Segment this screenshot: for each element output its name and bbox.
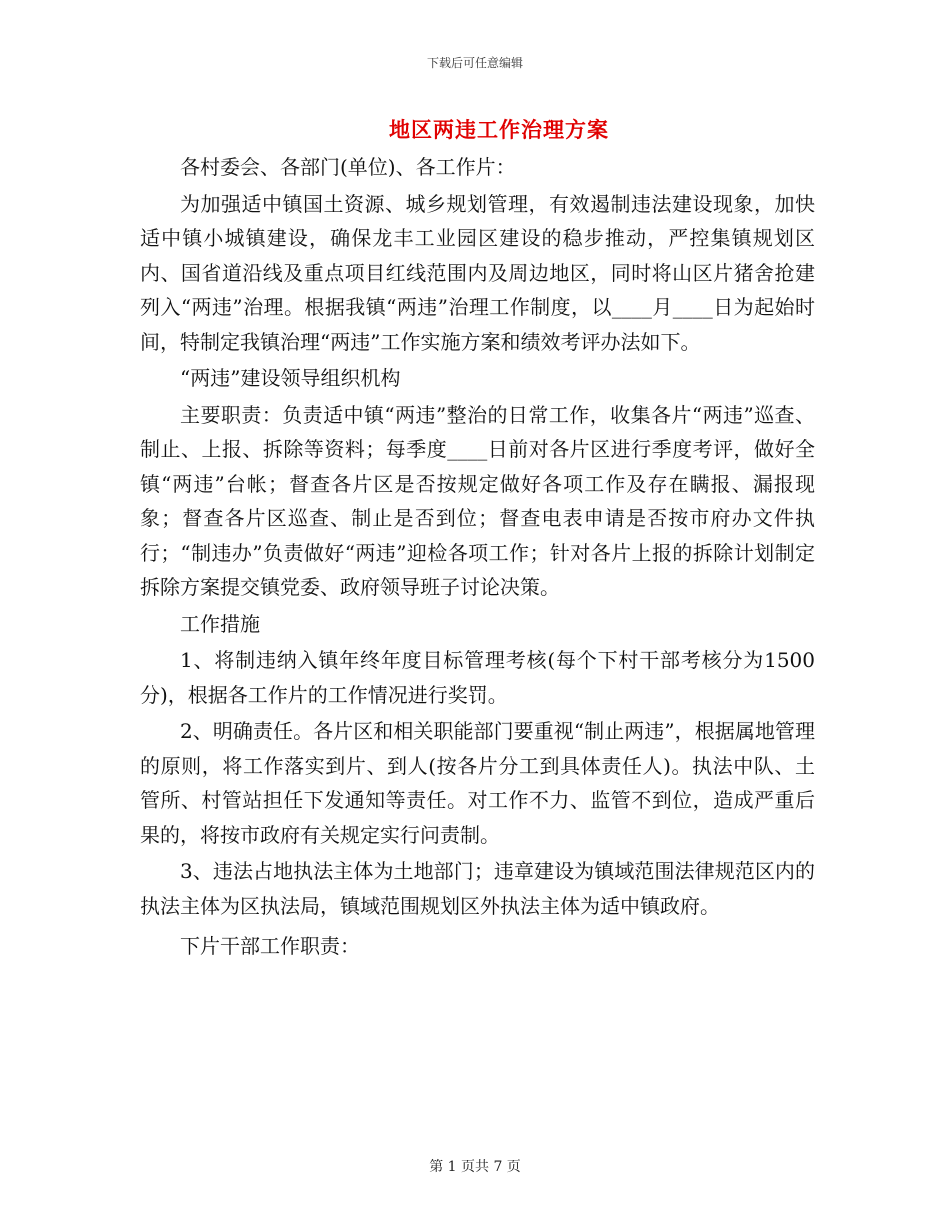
document-body [140, 150, 815, 966]
measure-item-3: 3、违法占地执法主体为土地部门；违章建设为镇域范围法律规范区内的执法主体为区执法局，镇域范围规划区外执法主体为适中镇政府。 [140, 859, 815, 918]
measure-item-2: 2、明确责任。各片区和相关职能部门要重视“制止两违”，根据属地管理的原则，将工作落实到片、到人(按各片分工到具体责任人)。执法中队、土管所、村管站担任下发通知等责任。对工作不力、监管不到位，造成严重后果的，将按市政府有关规定实行问责制。 [140, 719, 815, 847]
measure-item-1: 1、将制违纳入镇年终年度目标管理考核(每个下村干部考核分为1500分)，根据各工作片的工作情况进行奖罚。 [140, 648, 815, 707]
page-footer: 第 1 页共 7 页 [429, 1159, 521, 1175]
section-heading-measures: 工作措施 [180, 611, 260, 636]
salutation-paragraph: 各村委会、各部门(单位)、各工作片： [180, 155, 516, 179]
header-note: 下载后可任意编辑 [426, 56, 523, 70]
section-heading-cadre-duties: 下片干部工作职责： [180, 934, 360, 958]
section-heading-organization: “两违”建设领导组织机构 [180, 366, 401, 390]
document-title: 地区两违工作治理方案 [389, 117, 609, 142]
intro-paragraph: 为加强适中镇国土资源、城乡规划管理，有效遏制违法建设现象，加快适中镇小城镇建设，确保龙丰工业园区建设的稳步推动，严控集镇规划区内、国省道沿线及重点项目红线范围内及周边地区，同时将山区片猪舍抢建列入“两违”治理。根据我镇“两违”治理工作制度，以____月____日为起始时间，特制定我镇治理“两违”工作实施方案和绩效考评办法如下。 [140, 191, 815, 354]
duties-paragraph: 主要职责：负责适中镇“两违”整治的日常工作，收集各片“两违”巡查、制止、上报、拆除等资料；每季度____日前对各片区进行季度考评，做好全镇“两违”台帐；督查各片区是否按规定做好各项工作及存在瞒报、漏报现象；督查各片区巡查、制止是否到位；督查电表申请是否按市府办文件执行；“制违办”负责做好“两违”迎检各项工作；针对各片上报的拆除计划制定拆除方案提交镇党委、政府领导班子讨论决策。 [140, 402, 815, 599]
